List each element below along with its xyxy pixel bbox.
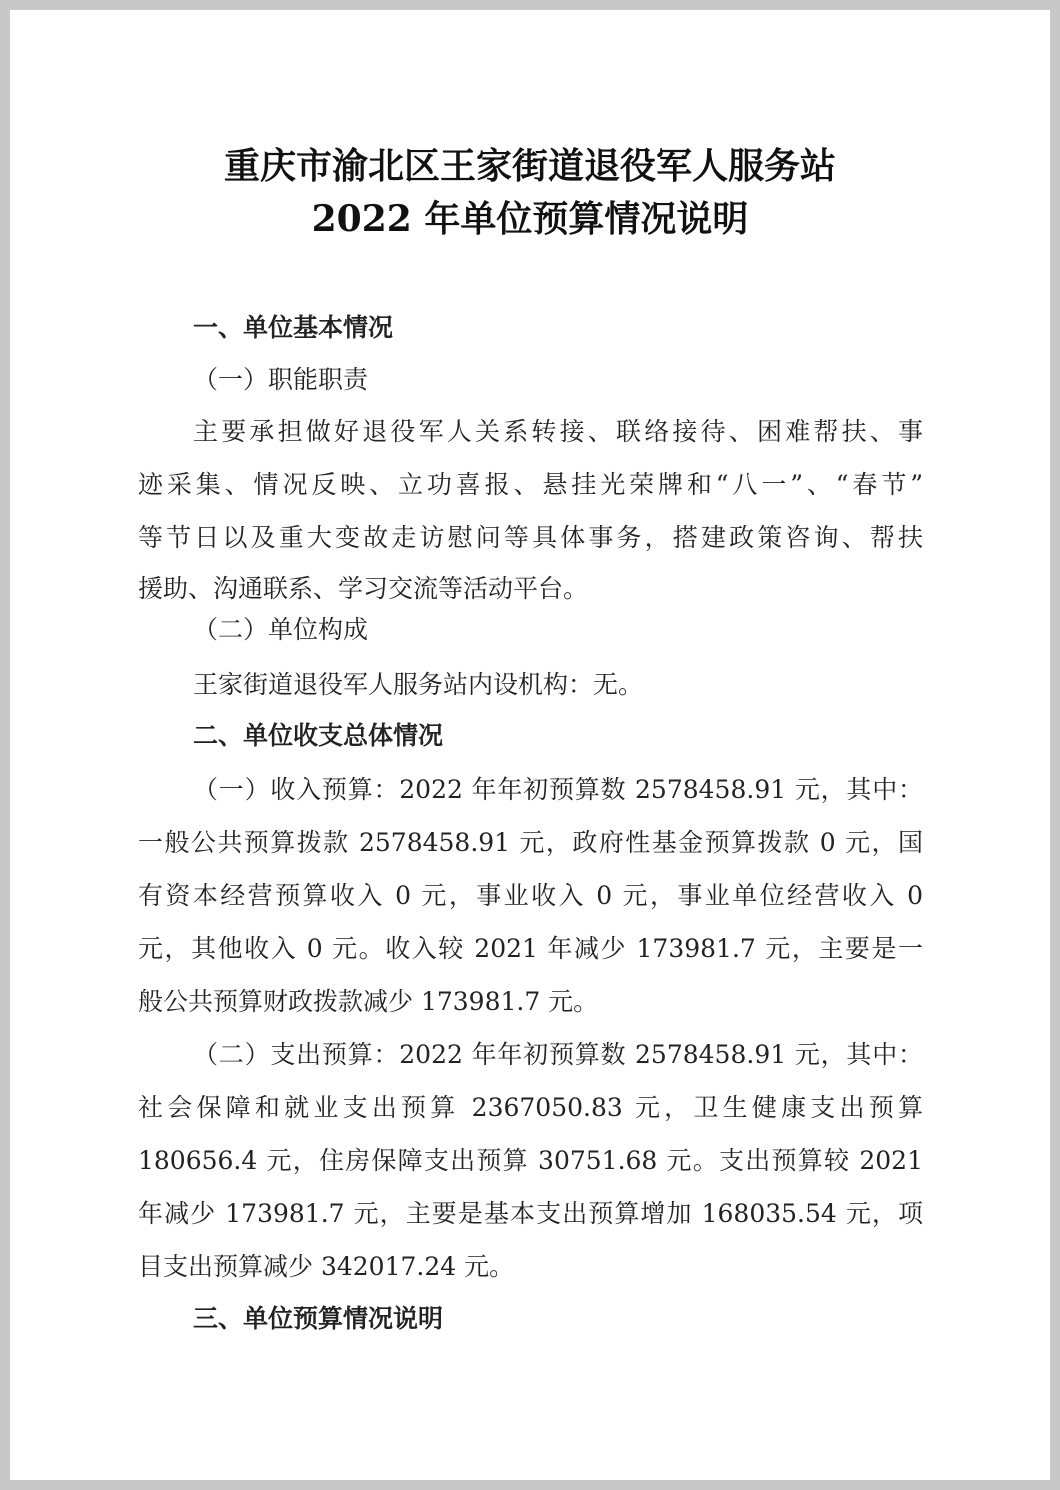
subheading-composition: （二）单位构成 <box>193 615 369 644</box>
subheading-duties: （一）职能职责 <box>193 365 369 394</box>
section-heading-1: 一、单位基本情况 <box>193 313 394 342</box>
paragraph-line: 一般公共预算拨款 2578458.91 元，政府性基金预算拨款 0 元，国 <box>138 828 923 857</box>
paragraph-line: 般公共预算财政拨款减少 173981.7 元。 <box>138 987 599 1016</box>
paragraph-line: （二）支出预算：2022 年年初预算数 2578458.91 元，其中： <box>193 1040 923 1069</box>
document-title-line-1: 重庆市渝北区王家街道退役军人服务站 <box>223 145 836 187</box>
paragraph-line: 目支出预算减少 342017.24 元。 <box>138 1252 515 1281</box>
paragraph-line: 迹采集、情况反映、立功喜报、悬挂光荣牌和“八一”、“春节” <box>138 470 923 499</box>
section-heading-3: 三、单位预算情况说明 <box>193 1304 444 1333</box>
paragraph-line: 主要承担做好退役军人关系转接、联络接待、困难帮扶、事 <box>193 417 923 446</box>
paragraph-line: 有资本经营预算收入 0 元，事业收入 0 元，事业单位经营收入 0 <box>138 881 923 910</box>
paragraph-line: 援助、沟通联系、学习交流等活动平台。 <box>138 574 589 603</box>
paragraph-line: 王家街道退役军人服务站内设机构：无。 <box>193 670 644 699</box>
section-heading-2: 二、单位收支总体情况 <box>193 721 444 750</box>
document-page <box>10 10 1050 1480</box>
paragraph-line: （一）收入预算：2022 年年初预算数 2578458.91 元，其中： <box>193 775 923 804</box>
paragraph-line: 社会保障和就业支出预算 2367050.83 元，卫生健康支出预算 <box>138 1093 923 1122</box>
paragraph-line: 元，其他收入 0 元。收入较 2021 年减少 173981.7 元，主要是一 <box>138 934 923 963</box>
paragraph-line: 年减少 173981.7 元，主要是基本支出预算增加 168035.54 元，项 <box>138 1199 923 1228</box>
paragraph-line: 180656.4 元，住房保障支出预算 30751.68 元。支出预算较 2021 <box>138 1146 923 1175</box>
document-title-line-2: 2022 年单位预算情况说明 <box>311 198 749 240</box>
paragraph-line: 等节日以及重大变故走访慰问等具体事务，搭建政策咨询、帮扶 <box>138 523 923 552</box>
